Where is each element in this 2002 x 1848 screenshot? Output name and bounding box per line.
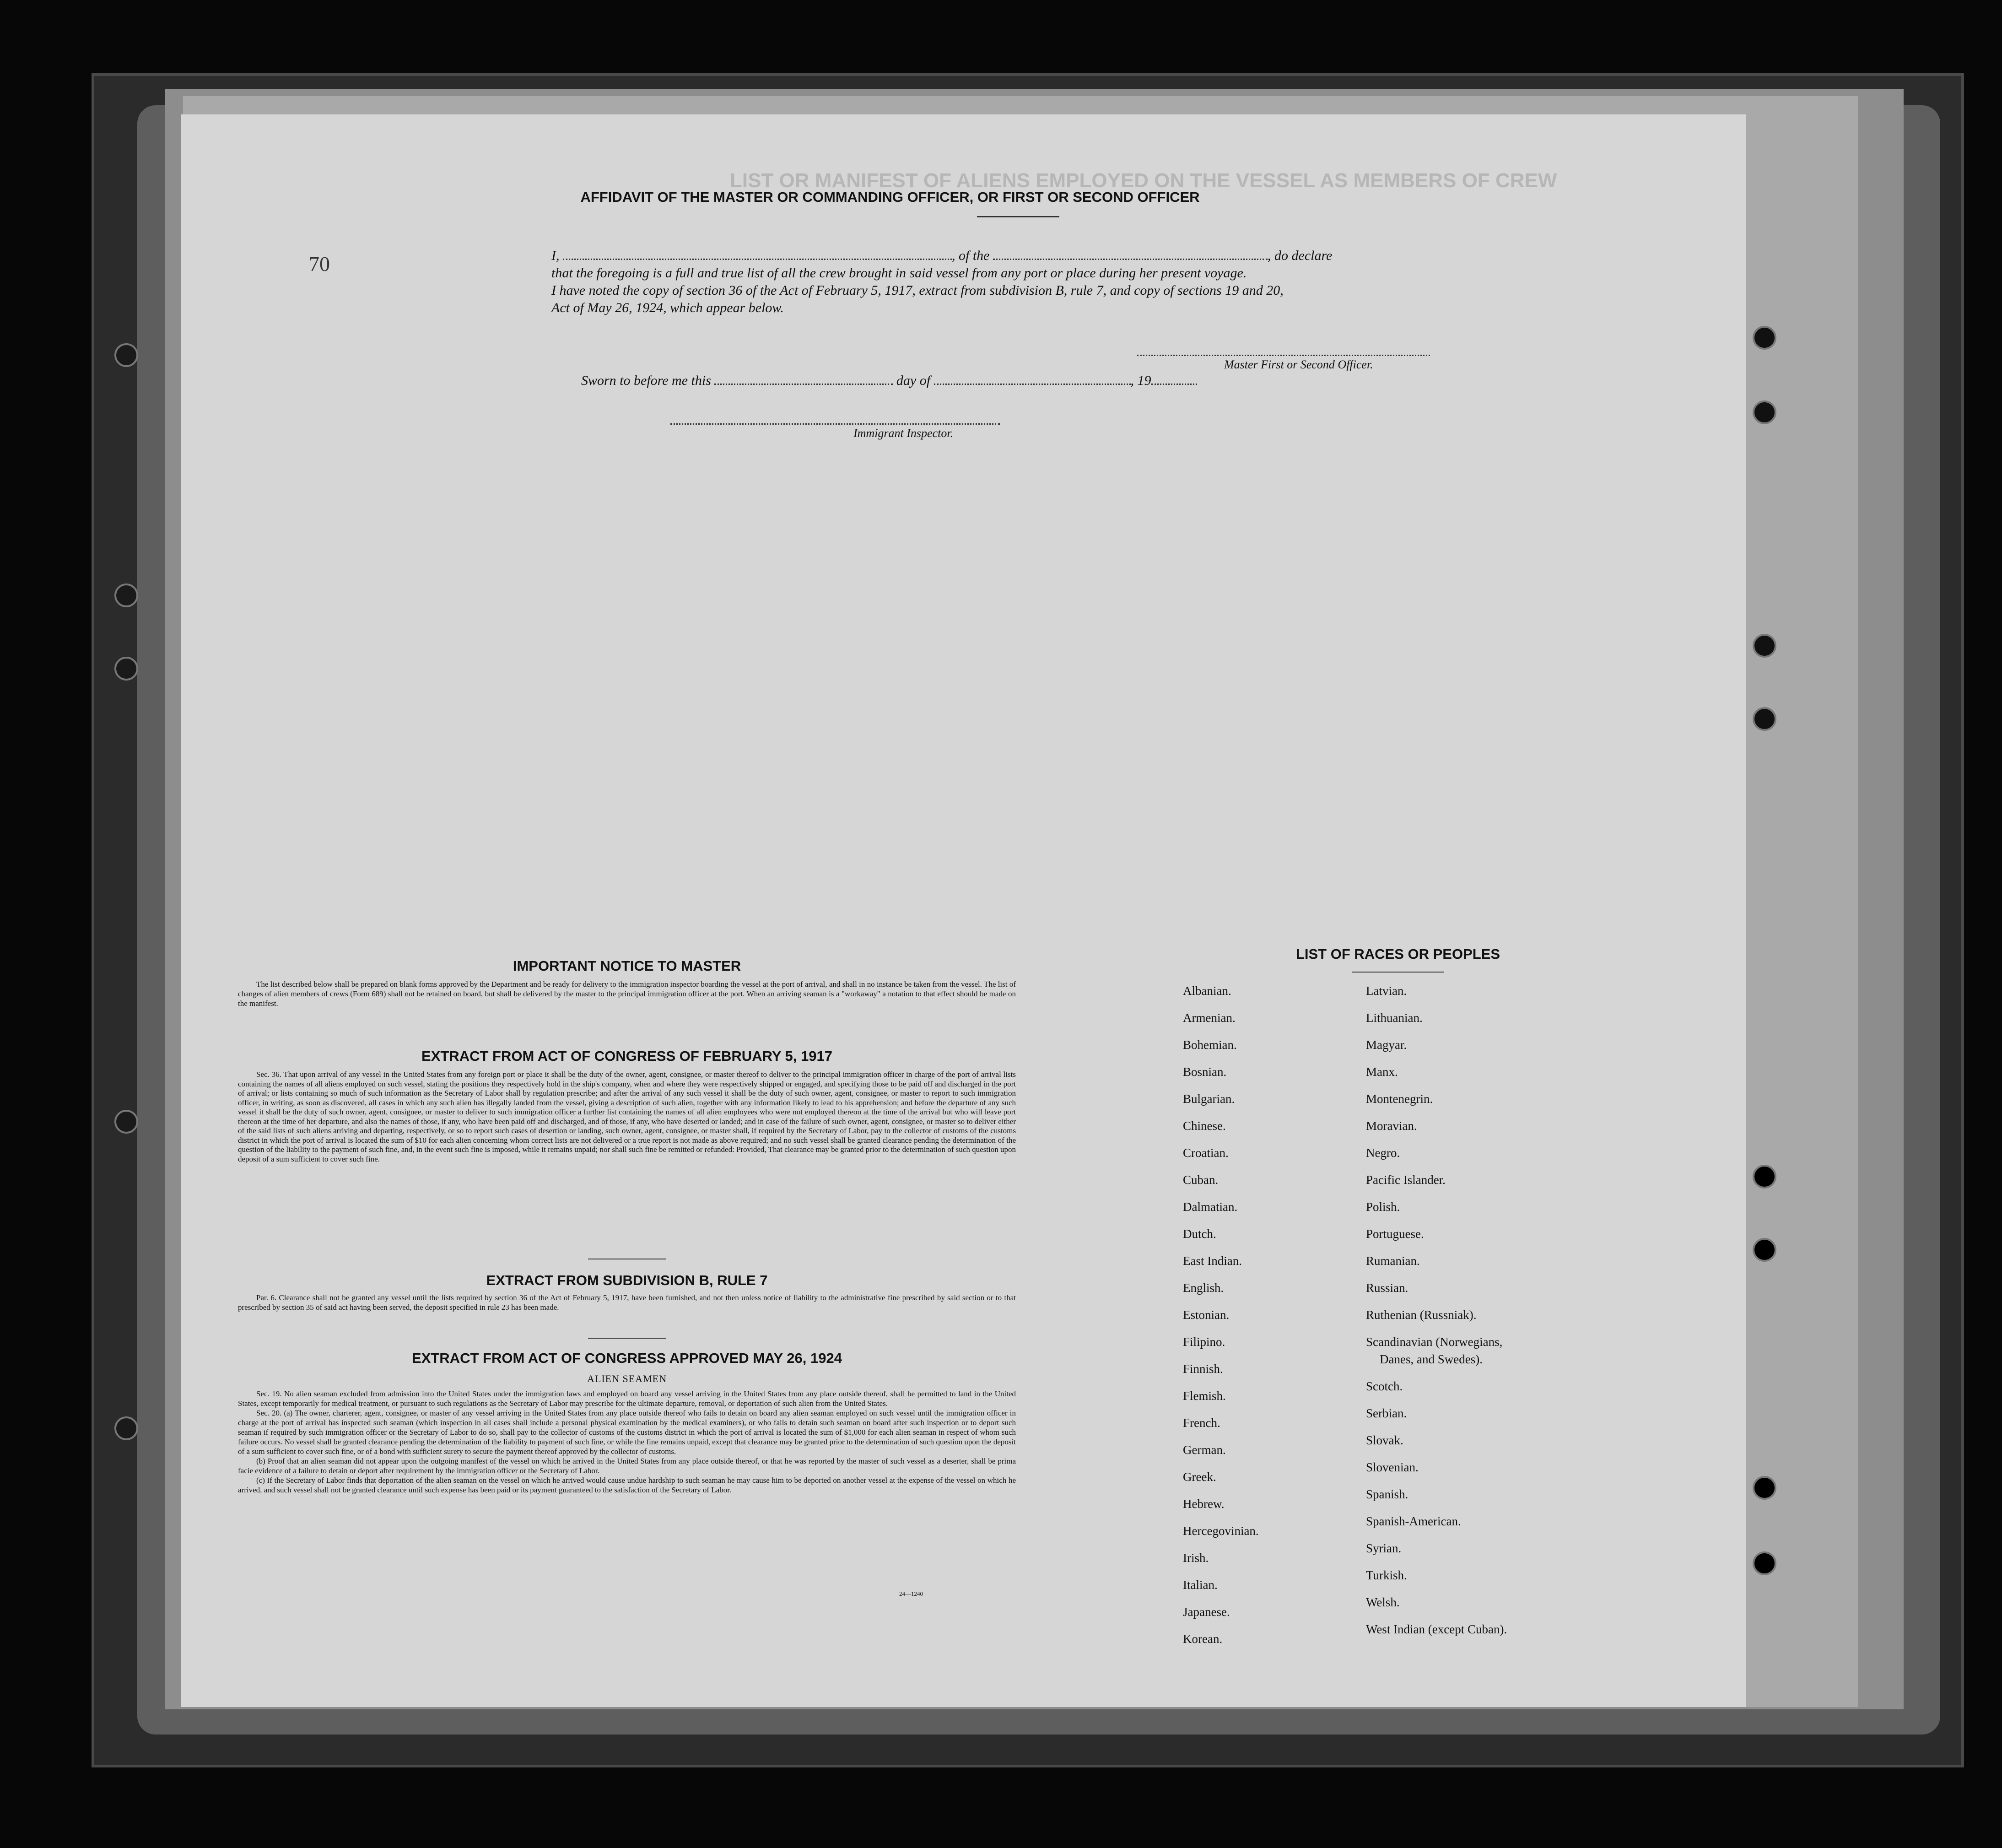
declarant-label: I, bbox=[551, 248, 560, 263]
affidavit-line-3: I have noted the copy of section 36 of the Act of February 5, 1917, extract from subdivision B, rule 7, and copy of sections 19 and 20, bbox=[551, 283, 1284, 298]
race-left-item: Chinese. bbox=[1183, 1119, 1226, 1133]
section-20a-text: Sec. 20. (a) The owner, charterer, agent, consignee, or master of any vessel arriving in the United States from any place outside thereof who fails to detain on board any alien seaman employed on such vessel until the immigration officer in charge at the port of arrival has inspected such seaman (which inspection in all cases shall include a personal physical examination by the medical examiners), or who fails to detain such seaman on board after such inspection or to deport such seaman if required by such immigration officer or the Secretary of Labor to do so, shall pay to the collector of customs of the customs district in which the port of arrival is located the sum of $1,000 for each alien seaman in respect of whom such failure occurs. No vessel shall be granted clearance pending the determination of the liability to payment of such fine, or while the fine remains unpaid, except that clearance may be granted prior to the determination of such question upon the deposit of a sum sufficient to cover such fine, or of a bond with sufficient surety to secure the payment thereof approved by the collector of customs. bbox=[238, 1409, 1016, 1456]
punch-hole bbox=[114, 657, 138, 681]
extract-1924-body bbox=[238, 1389, 1016, 1495]
race-right-item: Latvian. bbox=[1366, 984, 1407, 998]
margin-mark: 70 bbox=[309, 252, 330, 276]
year-label: , 19 bbox=[1130, 373, 1151, 388]
document-page bbox=[181, 114, 1746, 1707]
sworn-day-field[interactable] bbox=[714, 373, 893, 385]
race-left-item: East Indian. bbox=[1183, 1254, 1242, 1268]
section-20c-text: (c) If the Secretary of Labor finds that deportation of the alien seaman on the vessel on which he arrived would cause undue hardship to such seaman he may cause him to be deported on another vessel at the expense of the vessel on which he arrived, and such vessel shall not be granted clearance until such expense has been paid or its payment guaranteed to the satisfaction of the Secretary of Labor. bbox=[238, 1476, 1016, 1494]
race-right-item: Lithuanian. bbox=[1366, 1011, 1423, 1025]
race-left-item: Albanian. bbox=[1183, 984, 1231, 998]
punch-hole bbox=[1753, 1165, 1776, 1189]
race-right-item: Syrian. bbox=[1366, 1541, 1402, 1555]
race-left-item: Bohemian. bbox=[1183, 1038, 1237, 1052]
race-right-item: Manx. bbox=[1366, 1065, 1398, 1079]
race-right-item: Serbian. bbox=[1366, 1406, 1407, 1420]
race-left-item: Dutch. bbox=[1183, 1227, 1216, 1241]
subdivision-b-text: Par. 6. Clearance shall not be granted any vessel until the lists required by section 36 of the Act of February 5, 1917, have been furnished, and not then unless notice of liability to the administrative fine prescribed by said section or to that prescribed by section 35 of said act having been served, the deposit specified in rule 23 has been made. bbox=[238, 1293, 1016, 1312]
race-right-item: Spanish-American. bbox=[1366, 1514, 1461, 1528]
race-right-item: Rumanian. bbox=[1366, 1254, 1420, 1268]
race-left-item: Greek. bbox=[1183, 1470, 1216, 1484]
punch-hole bbox=[1753, 1551, 1776, 1575]
bleed-through-header: LIST OR MANIFEST OF ALIENS EMPLOYED ON THE VESSEL AS MEMBERS OF CREW bbox=[730, 169, 1557, 192]
race-left-item: Cuban. bbox=[1183, 1173, 1219, 1187]
race-left-item: Italian. bbox=[1183, 1578, 1218, 1592]
races-underline bbox=[1352, 972, 1444, 973]
affidavit-line-1 bbox=[551, 247, 1467, 265]
punch-hole bbox=[1753, 326, 1776, 350]
notice-title: IMPORTANT NOTICE TO MASTER bbox=[513, 958, 741, 974]
race-right-item: Welsh. bbox=[1366, 1595, 1400, 1609]
race-left-item: Filipino. bbox=[1183, 1335, 1225, 1349]
title-underline bbox=[977, 216, 1059, 217]
sworn-year-field[interactable] bbox=[1151, 373, 1197, 385]
sworn-line bbox=[581, 373, 1197, 389]
extract-1924-title: EXTRACT FROM ACT OF CONGRESS APPROVED MAY 26, 1924 bbox=[412, 1350, 842, 1366]
race-left-item: Croatian. bbox=[1183, 1146, 1229, 1160]
punch-hole bbox=[114, 1416, 138, 1440]
affidavit-line-2: that the foregoing is a full and true list of all the crew brought in said vessel from any port or place during her present voyage. bbox=[551, 265, 1247, 281]
race-left-item: Bosnian. bbox=[1183, 1065, 1227, 1079]
race-left-item: Hebrew. bbox=[1183, 1497, 1225, 1511]
race-right-item: West Indian (except Cuban). bbox=[1366, 1622, 1507, 1636]
affidavit-title: AFFIDAVIT OF THE MASTER OR COMMANDING OFFICER, OR FIRST OR SECOND OFFICER bbox=[580, 189, 1200, 205]
race-left-item: Armenian. bbox=[1183, 1011, 1236, 1025]
race-right-item: Polish. bbox=[1366, 1200, 1400, 1214]
punch-hole bbox=[1753, 634, 1776, 658]
race-right-item: Slovenian. bbox=[1366, 1460, 1419, 1474]
race-left-item: Irish. bbox=[1183, 1551, 1209, 1565]
race-right-item: Scotch. bbox=[1366, 1379, 1403, 1393]
alien-seamen-subtitle: ALIEN SEAMEN bbox=[587, 1373, 667, 1384]
extract-1917-text: Sec. 36. That upon arrival of any vessel in the United States from any foreign port or place it shall be the duty of the owner, agent, consignee, or master thereof to deliver to the principal immigration officer in charge of the port of arrival lists containing the names of all aliens employed on such vessel, stating the positions they respectively hold in the ship's company, when and where they were respectively shipped or engaged, and specifying those to be paid off and discharged in the port of arrival; or lists containing so much of such information as the Secretary of Labor shall by regulation prescribe; and after the arrival of any such vessel it shall be the duty of such owner, agent, consignee, or master to report to such immigration officer, in writing, as soon as discovered, all cases in which any such alien has illegally landed from the vessel, giving a description of such alien, together with any information likely to lead to his apprehension; and before the departure of any such vessel it shall be the duty of such owner, agent, consignee, or master to deliver to such immigration officer a further list containing the names of all alien employees who were not employed thereon at the time of the arrival but who will leave port thereon at the time of her departure, and also the names of those, if any, who have been paid off and discharged, and of those, if any, who have deserted or landed; and in case of the failure of such owner, agent, consignee, or master so to deliver either of the said lists of such aliens arriving and departing, respectively, or so to report such cases of desertion or landing, such owner, agent, consignee, or master shall, if required by the Secretary of Labor, pay to the collector of customs of the customs district in which the port of arrival is located the sum of $10 for each alien concerning whom correct lists are not delivered or a true report is not made as above required; and no such vessel shall be granted clearance pending the determination of the question of the liability to the payment of such fine, and, in the event such fine is imposed, while it remains unpaid; nor shall such fine be remitted or refunded: Provided, That clearance may be granted prior to the determination of such question upon deposit of a sum sufficient to cover such fine. bbox=[238, 1070, 1016, 1163]
race-right-item: Ruthenian (Russniak). bbox=[1366, 1308, 1477, 1322]
punch-hole bbox=[1753, 400, 1776, 424]
inspector-signature-line[interactable] bbox=[670, 419, 1000, 425]
punch-hole bbox=[114, 343, 138, 367]
sworn-label: Sworn to before me this bbox=[581, 373, 711, 388]
race-right-item: Scandinavian (Norwegians, bbox=[1366, 1335, 1503, 1349]
subdivision-b-title: EXTRACT FROM SUBDIVISION B, RULE 7 bbox=[486, 1272, 768, 1288]
master-signature-line[interactable] bbox=[1137, 350, 1430, 356]
notice-text: The list described below shall be prepared on blank forms approved by the Department and be ready for delivery to the immigration inspector boarding the vessel at the port of arrival, and shall in no instance be taken from the vessel. The list of changes of alien members of crews (Form 689) shall not be retained on board, but shall be delivered by the master to the principal immigration officer at the port. When an arriving seaman is a "workaway" a notation to that effect should be made on the manifest. bbox=[238, 980, 1016, 1008]
declare-label: , do declare bbox=[1268, 248, 1333, 263]
day-of-label: day of bbox=[896, 373, 931, 388]
race-right-item: Negro. bbox=[1366, 1146, 1400, 1160]
race-left-item: Japanese. bbox=[1183, 1605, 1230, 1619]
inspector-caption: Immigrant Inspector. bbox=[853, 427, 954, 440]
declarant-name-field[interactable] bbox=[563, 249, 952, 260]
race-right-item: Spanish. bbox=[1366, 1487, 1408, 1501]
race-right-item: Danes, and Swedes). bbox=[1380, 1352, 1483, 1366]
section-20b-text: (b) Proof that an alien seaman did not appear upon the outgoing manifest of the vessel on which he arrived in the United States from any place outside thereof, or that he was reported by the master of such vessel as a deserter, shall be prima facie evidence of a failure to detain or deport after requirement by the immigration officer or the Secretary of Labor. bbox=[238, 1457, 1016, 1475]
race-right-item: Russian. bbox=[1366, 1281, 1408, 1295]
race-left-item: Flemish. bbox=[1183, 1389, 1226, 1403]
section-divider bbox=[588, 1338, 666, 1339]
race-left-item: Dalmatian. bbox=[1183, 1200, 1238, 1214]
race-left-item: Bulgarian. bbox=[1183, 1092, 1235, 1106]
race-left-item: Hercegovinian. bbox=[1183, 1524, 1259, 1538]
race-right-item: Portuguese. bbox=[1366, 1227, 1424, 1241]
race-left-item: Estonian. bbox=[1183, 1308, 1230, 1322]
form-number: 24—1240 bbox=[899, 1590, 923, 1597]
race-right-item: Montenegrin. bbox=[1366, 1092, 1433, 1106]
race-left-item: Finnish. bbox=[1183, 1362, 1223, 1376]
race-left-item: English. bbox=[1183, 1281, 1224, 1295]
race-right-item: Slovak. bbox=[1366, 1433, 1403, 1447]
extract-1917-title: EXTRACT FROM ACT OF CONGRESS OF FEBRUARY 5, 1917 bbox=[421, 1048, 832, 1064]
punch-hole bbox=[1753, 1476, 1776, 1500]
punch-hole bbox=[1753, 1238, 1776, 1262]
section-19-text: Sec. 19. No alien seaman excluded from admission into the United States under the immigration laws and employed on board any vessel arriving in the United States from any place outside thereof, shall be permitted to land in the United States, except temporarily for medical treatment, or pursuant to such regulations as the Secretary of Labor may prescribe for the ultimate departure, removal, or deportation of such alien from the United States. bbox=[238, 1389, 1016, 1408]
vessel-label: , of the bbox=[952, 248, 990, 263]
punch-hole bbox=[1753, 707, 1776, 731]
vessel-name-field[interactable] bbox=[993, 249, 1268, 260]
master-signature-caption: Master First or Second Officer. bbox=[1224, 358, 1373, 371]
punch-hole bbox=[114, 584, 138, 607]
affidavit-line-4: Act of May 26, 1924, which appear below. bbox=[551, 300, 784, 315]
race-left-item: Korean. bbox=[1183, 1632, 1223, 1646]
punch-hole bbox=[114, 1110, 138, 1134]
race-right-item: Turkish. bbox=[1366, 1568, 1407, 1582]
race-right-item: Moravian. bbox=[1366, 1119, 1417, 1133]
races-title: LIST OF RACES OR PEOPLES bbox=[1295, 946, 1500, 962]
race-left-item: French. bbox=[1183, 1416, 1220, 1430]
affidavit-body bbox=[551, 247, 1467, 317]
race-right-item: Pacific Islander. bbox=[1366, 1173, 1446, 1187]
sworn-month-field[interactable] bbox=[934, 373, 1131, 385]
race-right-item: Magyar. bbox=[1366, 1038, 1407, 1052]
race-left-item: German. bbox=[1183, 1443, 1226, 1457]
